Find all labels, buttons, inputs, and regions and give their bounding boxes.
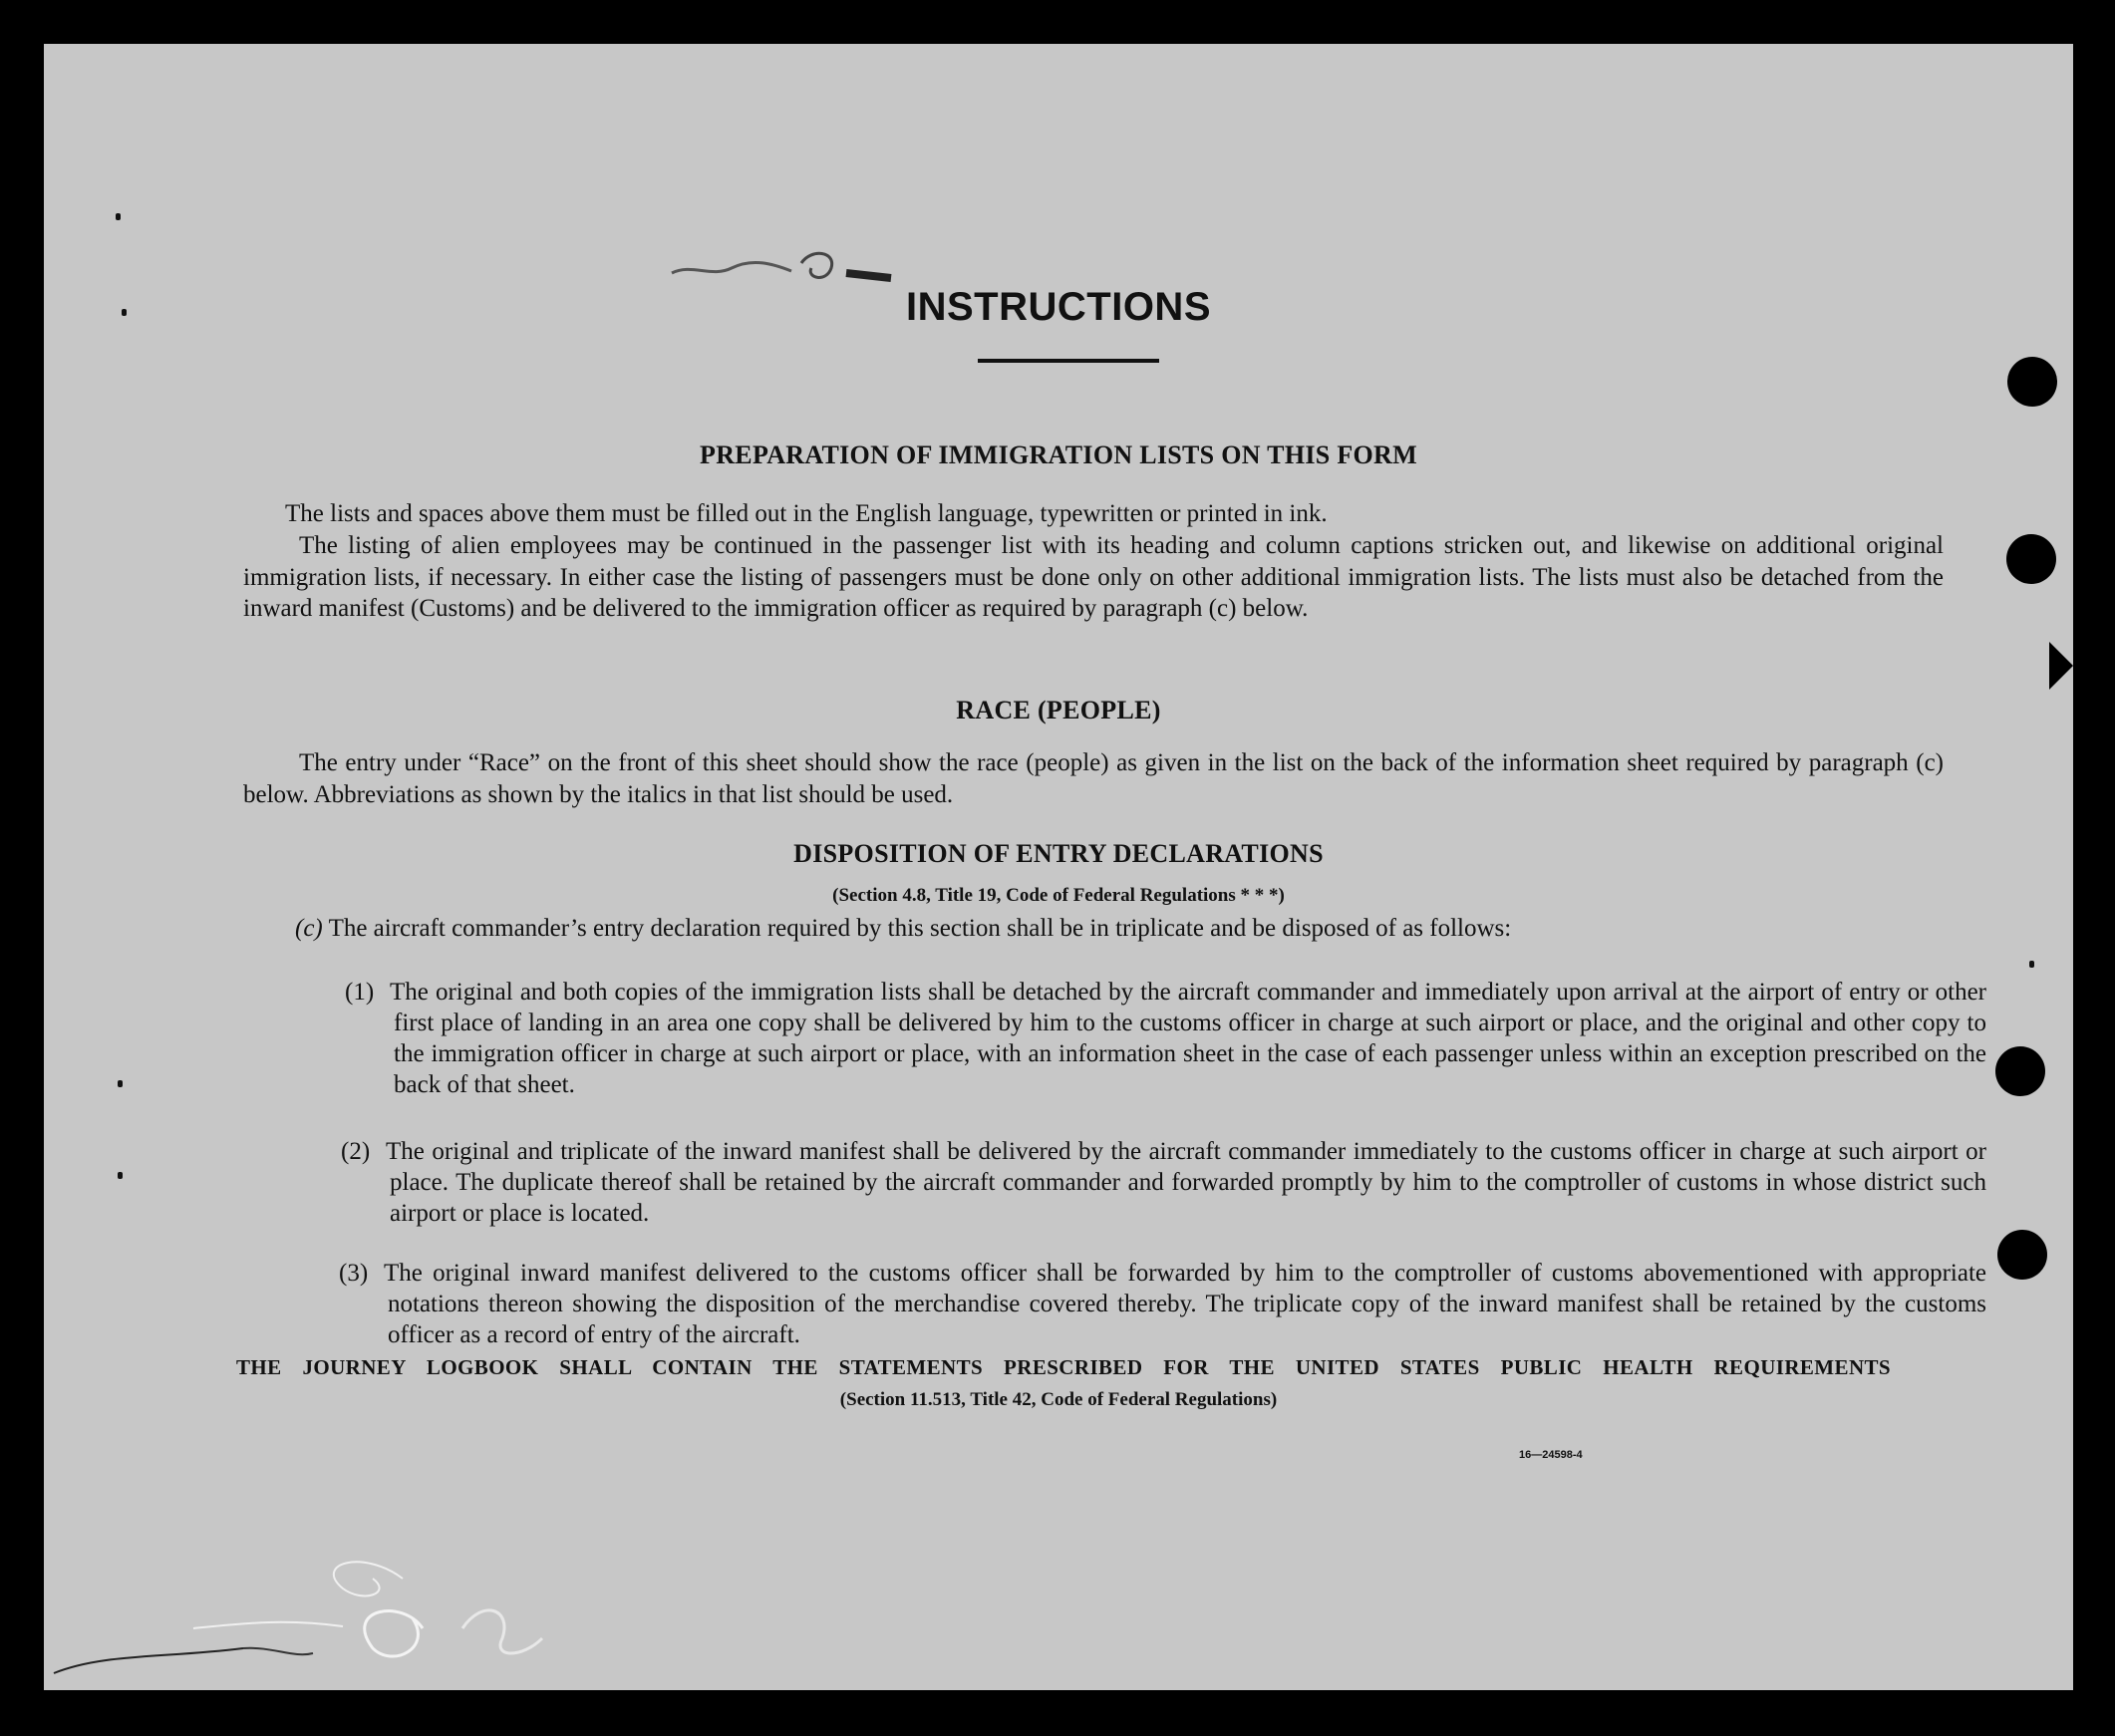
margin-speck [118, 1080, 123, 1087]
punch-hole [1997, 1230, 2047, 1280]
list-item-3 [339, 1258, 1986, 1350]
item-text: The original inward manifest delivered to the customs officer shall be forwarded by him to the comptroller of customs abovementioned with appropriate notations thereon showing the disposition of the merchandise covered thereby. The triplicate copy of the inward manifest shall be retained by the customs officer as a record of entry of the aircraft. [384, 1260, 1986, 1348]
heading-preparation: PREPARATION OF IMMIGRATION LISTS ON THIS FORM [700, 440, 1417, 469]
form-number: 16—24598-4 [1519, 1449, 1583, 1461]
paragraph-race: The entry under “Race” on the front of this sheet should show the race (people) as given in the list on the back of the information sheet required by paragraph (c) below. Abbreviations as shown by the italics in that list should be used. [243, 749, 1944, 808]
paragraph-intro [295, 913, 1950, 945]
margin-speck [118, 1172, 123, 1179]
heading-race: RACE (PEOPLE) [956, 696, 1161, 724]
citation-title-42: (Section 11.513, Title 42, Code of Federal Regulations) [839, 1389, 1278, 1410]
page-title: INSTRUCTIONS [906, 285, 1211, 329]
handwritten-signature [44, 1509, 602, 1688]
margin-speck [2029, 961, 2034, 968]
item-marker: (3) [339, 1260, 369, 1287]
title-underline [978, 359, 1159, 363]
list-item-2 [341, 1136, 1986, 1229]
intro-marker: (c) [295, 915, 323, 942]
punch-hole [2006, 534, 2056, 584]
punch-hole [1995, 1046, 2045, 1096]
punch-hole [2007, 357, 2057, 407]
heading-disposition: DISPOSITION OF ENTRY DECLARATIONS [793, 839, 1324, 868]
intro-text: The aircraft commander’s entry declaration required by this section shall be in triplicate and be disposed of as follows: [328, 915, 1512, 942]
citation-title-19: (Section 4.8, Title 19, Code of Federal Regulations * * *) [832, 885, 1285, 906]
edge-notch [2049, 642, 2073, 690]
margin-speck [116, 213, 121, 220]
item-text: The original and both copies of the immigration lists shall be detached by the aircraft commander and immediately upon arrival at the airport of entry or other first place of landing in an area one copy shall be delivered by him to the customs officer in charge at such airport or place, and the original and other copy to the immigration officer in charge at such airport or place, with an information sheet in the case of each passenger unless within an exception prescribed on the back of that sheet. [390, 979, 1986, 1098]
paragraph-language: The lists and spaces above them must be filled out in the English language, typewritten or printed in ink. [285, 500, 1328, 527]
list-item-1 [345, 977, 1986, 1100]
margin-speck [122, 309, 127, 316]
document-page [44, 44, 2073, 1690]
item-marker: (2) [341, 1138, 371, 1165]
item-text: The original and triplicate of the inward manifest shall be delivered by the aircraft commander immediately to the customs officer in charge at such airport or place. The duplicate thereof shall be retained by the aircraft commander and forwarded promptly by him to the comptroller of customs in whose district such airport or place is located. [386, 1138, 1986, 1227]
public-health-statement: THE JOURNEY LOGBOOK SHALL CONTAIN THE STATEMENTS PRESCRIBED FOR THE UNITED STATES PUBLIC HEALTH REQUIREMENTS [236, 1355, 1891, 1379]
paragraph-alien-employees: The listing of alien employees may be continued in the passenger list with its heading and column captions stricken out, and likewise on additional original immigration lists, if necessary. In either case the listing of passengers must be done only on other additional immigration lists. The lists must also be detached from the inward manifest (Customs) and be delivered to the immigration officer as required by paragraph (c) below. [243, 532, 1944, 622]
item-marker: (1) [345, 979, 375, 1006]
